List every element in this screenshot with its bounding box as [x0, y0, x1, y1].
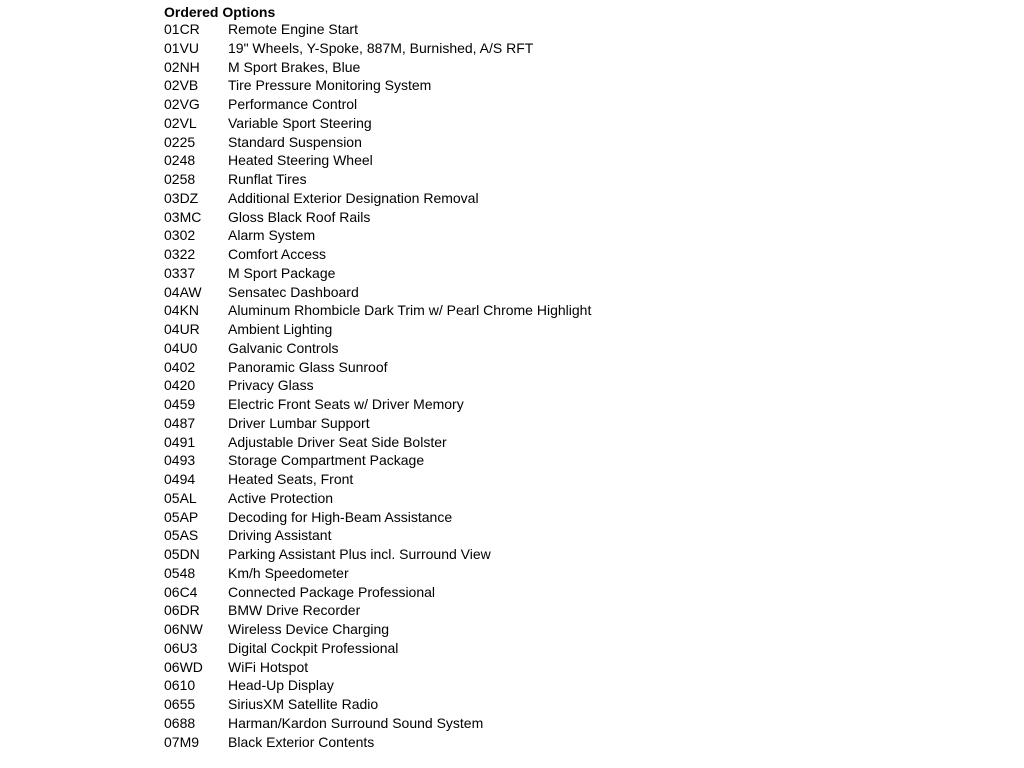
option-description: WiFi Hotspot — [228, 658, 309, 675]
option-code: 0459 — [164, 396, 196, 412]
option-row — [164, 395, 591, 414]
option-row — [164, 170, 591, 189]
option-row — [164, 489, 591, 508]
option-description: Sensatec Dashboard — [228, 283, 359, 300]
option-code: 05DN — [164, 546, 200, 562]
option-description: Digital Cockpit Professional — [228, 639, 399, 656]
option-row — [164, 658, 591, 677]
option-code: 06U3 — [164, 639, 198, 656]
option-description: Aluminum Rhombicle Dark Trim w/ Pearl Chrome Highlight — [228, 302, 592, 319]
option-description: Remote Engine Start — [228, 21, 358, 37]
option-row — [164, 526, 591, 545]
option-description: Active Protection — [228, 489, 334, 506]
option-description: Gloss Black Roof Rails — [228, 208, 371, 225]
option-row — [164, 583, 591, 602]
option-description: Comfort Access — [228, 246, 327, 262]
option-description: Driver Lumbar Support — [228, 414, 370, 431]
option-row — [164, 470, 591, 489]
option-code: 0655 — [164, 696, 196, 712]
option-description: Head-Up Display — [228, 677, 334, 694]
option-description: Decoding for High-Beam Assistance — [228, 508, 453, 525]
option-code: 02VL — [164, 114, 197, 131]
option-row — [164, 189, 591, 208]
option-description: SiriusXM Satellite Radio — [228, 696, 379, 712]
option-code: 03MC — [164, 208, 202, 225]
option-description: Driving Assistant — [228, 527, 332, 544]
option-code: 0248 — [164, 152, 196, 169]
option-row — [164, 95, 591, 114]
option-row — [164, 620, 591, 639]
option-row — [164, 545, 591, 564]
option-row — [164, 639, 591, 658]
option-row — [164, 114, 591, 133]
option-description: Parking Assistant Plus incl. Surround View — [228, 546, 491, 562]
option-row — [164, 133, 591, 152]
option-row — [164, 451, 591, 470]
option-code: 0337 — [164, 264, 196, 281]
option-code: 03DZ — [164, 189, 199, 206]
option-description: Heated Seats, Front — [228, 471, 354, 487]
option-code: 05AS — [164, 527, 199, 544]
option-description: Heated Steering Wheel — [228, 152, 373, 169]
option-code: 0491 — [164, 433, 196, 450]
option-row — [164, 151, 591, 170]
option-code: 01CR — [164, 21, 200, 37]
option-code: 0420 — [164, 377, 196, 394]
option-description: Adjustable Driver Seat Side Bolster — [228, 433, 447, 450]
option-code: 0493 — [164, 452, 196, 469]
option-description: Electric Front Seats w/ Driver Memory — [228, 396, 464, 412]
option-description: Storage Compartment Package — [228, 452, 425, 469]
option-code: 0548 — [164, 564, 196, 581]
option-code: 0322 — [164, 246, 196, 262]
option-description: Panoramic Glass Sunroof — [228, 358, 388, 375]
section-title: Ordered Options — [164, 4, 276, 20]
option-description: 19" Wheels, Y-Spoke, 887M, Burnished, A/S RFT — [228, 39, 534, 56]
option-code: 0402 — [164, 358, 196, 375]
option-row — [164, 508, 591, 527]
option-code: 07M9 — [164, 733, 200, 750]
option-row — [164, 58, 591, 77]
option-code: 0494 — [164, 471, 196, 487]
option-description: Performance Control — [228, 96, 358, 112]
option-description: Connected Package Professional — [228, 583, 436, 600]
option-description: Variable Sport Steering — [228, 114, 372, 131]
option-code: 06NW — [164, 621, 203, 637]
option-code: 0225 — [164, 133, 196, 150]
option-description: BMW Drive Recorder — [228, 602, 361, 619]
option-description: Alarm System — [228, 227, 316, 244]
option-code: 04AW — [164, 283, 202, 300]
option-row — [164, 283, 591, 302]
option-row — [164, 245, 591, 264]
option-code: 0258 — [164, 171, 196, 187]
option-code: 01VU — [164, 39, 200, 56]
option-description: Tire Pressure Monitoring System — [228, 77, 432, 94]
option-row — [164, 226, 591, 245]
option-row — [164, 714, 591, 733]
option-description: Black Exterior Contents — [228, 733, 375, 750]
option-description: Ambient Lighting — [228, 321, 333, 337]
option-code: 05AL — [164, 489, 197, 506]
option-code: 0487 — [164, 414, 196, 431]
option-code: 04UR — [164, 321, 200, 337]
option-code: 05AP — [164, 508, 199, 525]
option-description: Harman/Kardon Surround Sound System — [228, 714, 484, 731]
option-row — [164, 601, 591, 620]
ordered-options-list — [164, 20, 591, 751]
option-code: 06C4 — [164, 583, 198, 600]
option-code: 02VB — [164, 77, 199, 94]
option-description: Additional Exterior Designation Removal — [228, 189, 479, 206]
option-code: 0302 — [164, 227, 196, 244]
option-description: Runflat Tires — [228, 171, 307, 187]
option-row — [164, 264, 591, 283]
option-row — [164, 20, 591, 39]
option-row — [164, 358, 591, 377]
option-code: 04U0 — [164, 339, 198, 356]
option-description: Galvanic Controls — [228, 339, 339, 356]
option-row — [164, 376, 591, 395]
option-code: 04KN — [164, 302, 200, 319]
option-row — [164, 676, 591, 695]
option-row — [164, 433, 591, 452]
option-description: Wireless Device Charging — [228, 621, 390, 637]
option-row — [164, 564, 591, 583]
option-description: M Sport Package — [228, 264, 336, 281]
option-row — [164, 733, 591, 752]
option-code: 0688 — [164, 714, 196, 731]
option-description: M Sport Brakes, Blue — [228, 58, 361, 75]
option-row — [164, 76, 591, 95]
option-code: 02NH — [164, 58, 200, 75]
option-row — [164, 301, 591, 320]
option-code: 0610 — [164, 677, 196, 694]
option-row — [164, 208, 591, 227]
option-code: 06DR — [164, 602, 200, 619]
option-row — [164, 320, 591, 339]
option-description: Privacy Glass — [228, 377, 314, 394]
option-description: Km/h Speedometer — [228, 564, 349, 581]
option-description: Standard Suspension — [228, 133, 362, 150]
option-row — [164, 39, 591, 58]
option-code: 06WD — [164, 658, 203, 675]
option-code: 02VG — [164, 96, 200, 112]
option-row — [164, 414, 591, 433]
option-row — [164, 339, 591, 358]
option-row — [164, 695, 591, 714]
